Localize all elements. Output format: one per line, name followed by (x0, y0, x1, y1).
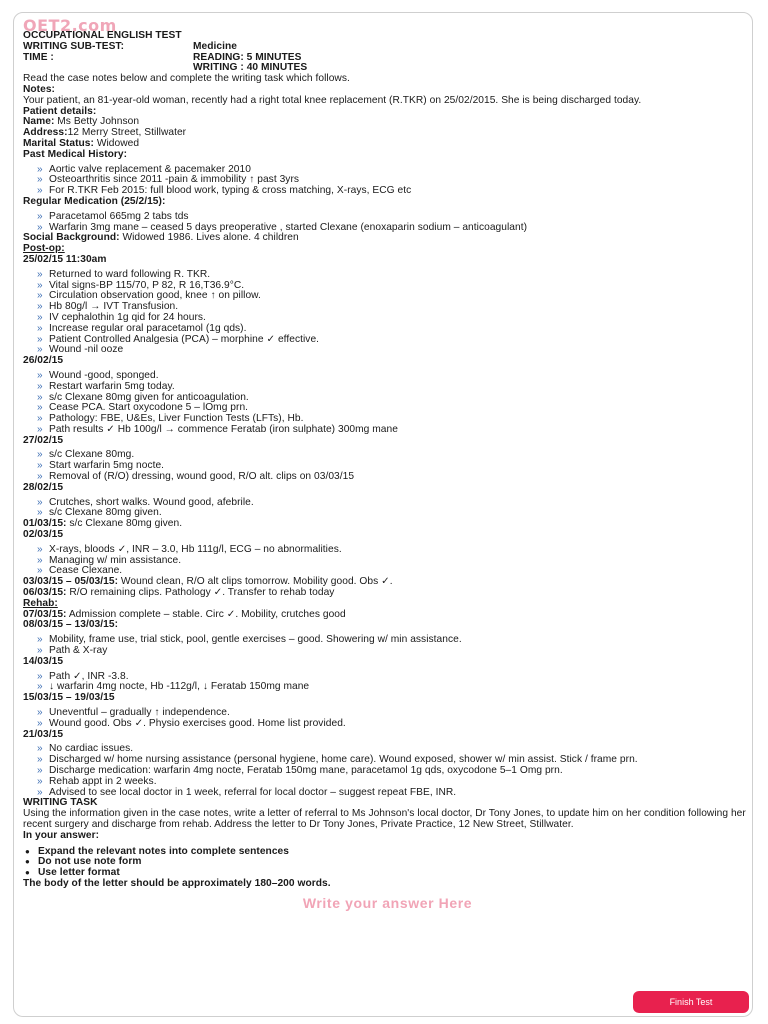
notes-heading: Notes: (23, 83, 55, 95)
intro-text: Read the case notes below and complete the writing task which follows. (23, 73, 350, 85)
list-item: » Hb 80g/l → IVT Transfusion. (37, 302, 752, 313)
subtest-value: Medicine (193, 40, 237, 52)
rehab4-list (23, 708, 752, 730)
list-item: » Path & X-ray (37, 646, 752, 657)
patient-details-heading: Patient details: (23, 105, 97, 117)
social-value: Widowed 1986. Lives alone. 4 children (119, 232, 299, 244)
meds-list (23, 212, 752, 234)
rehab2-list (23, 635, 752, 657)
test-page (13, 12, 753, 1017)
pmh-heading: Past Medical History: (23, 148, 128, 160)
day2-list (23, 371, 752, 436)
day4-list (23, 498, 752, 520)
day6-list (23, 545, 752, 577)
day8-value: R/O remaining clips. Pathology ✓. Transfer to rehab today (66, 587, 335, 599)
day1-heading: 25/02/15 11:30am (23, 253, 107, 265)
list-item: » Path results ✓ Hb 100g/l → commence Feratab (iron sulphate) 300mg mane (37, 425, 752, 436)
address-label: Address: (23, 127, 68, 139)
pmh-list (23, 165, 752, 197)
list-item: » Cease PCA. Start oxycodone 5 – lOmg prn. (37, 403, 752, 414)
name-value: Ms Betty Johnson (54, 116, 140, 128)
marital-label: Marital Status: (23, 137, 94, 149)
list-item: » Advised to see local doctor in 1 week, referral for local doctor – suggest repeat FBE, INR. (37, 788, 752, 799)
list-item: » Wound -good, sponged. (37, 371, 752, 382)
list-item: » Osteoarthritis since 2011 -pain & immobility ↑ past 3yrs (37, 175, 752, 186)
list-item: » No cardiac issues. (37, 744, 752, 755)
day7-value: Wound clean, R/O alt clips tomorrow. Mobility good. Obs ✓. (118, 576, 393, 588)
answer-list (23, 847, 752, 879)
list-item: » Pathology: FBE, U&Es, Liver Function Tests (LFTs), Hb. (37, 414, 752, 425)
list-item: » IV cephalothin 1g qid for 24 hours. (37, 313, 752, 324)
list-item: » Paracetamol 665mg 2 tabs tds (37, 212, 752, 223)
word-count-note: The body of the letter should be approximately 180–200 words. (23, 877, 331, 889)
task-heading: WRITING TASK (23, 797, 98, 809)
writing-time: WRITING : 40 MINUTES (193, 62, 308, 74)
list-item: ● Do not use note form (23, 857, 752, 868)
finish-test-button[interactable]: Finish Test (633, 991, 749, 1013)
list-item: » Cease Clexane. (37, 566, 752, 577)
list-item: » Start warfarin 5mg nocte. (37, 461, 752, 472)
list-item: » X-rays, bloods ✓, INR – 3.0, Hb 111g/l, ECG – no abnormalities. (37, 545, 752, 556)
rehab3-heading: 14/03/15 (23, 655, 64, 667)
social-label: Social Background: (23, 232, 120, 244)
rehab2-heading: 08/03/15 – 13/03/15: (23, 619, 119, 631)
day4-heading: 28/02/15 (23, 481, 64, 493)
case-notes-document (23, 31, 752, 890)
day2-heading: 26/02/15 (23, 355, 64, 367)
day3-list (23, 450, 752, 482)
list-item: » s/c Clexane 80mg given for anticoagulation. (37, 393, 752, 404)
list-item: » s/c Clexane 80mg given. (37, 508, 752, 519)
write-answer-prompt: Write your answer Here (302, 894, 473, 911)
list-item: » Aortic valve replacement & pacemaker 2010 (37, 165, 752, 176)
list-item: » Discharge medication: warfarin 4mg nocte, Feratab 150mg mane, paracetamol 1g qds, oxycodone 5–1 Omg prn. (37, 766, 752, 777)
rehab4-heading: 15/03/15 – 19/03/15 (23, 692, 115, 704)
day3-heading: 27/02/15 (23, 434, 64, 446)
postop-heading: Post-op: (23, 243, 65, 255)
list-item: » Discharged w/ home nursing assistance (personal hygiene, home care). Wound exposed, shower w/ min assist. Stick / frame prn. (37, 755, 752, 766)
list-item: » Managing w/ min assistance. (37, 556, 752, 567)
marital-value: Widowed (93, 137, 140, 149)
task-text: Using the information given in the case notes, write a letter of referral to Ms Johnson's local doctor, Dr Tony Jones, to update him on her condition following her recent surgery and discharge from rehab. Address the letter to Dr Tony Jones, Private Practice, 12 New Street, Stillwater. (23, 808, 746, 830)
rehab5-heading: 21/03/15 (23, 728, 64, 740)
list-item: » Rehab appt in 2 weeks. (37, 777, 752, 788)
meds-heading: Regular Medication (25/2/15): (23, 195, 166, 207)
list-item: » Wound -nil ooze (37, 345, 752, 356)
day6-heading: 02/03/15 (23, 529, 64, 541)
test-title: OCCUPATIONAL ENGLISH TEST (23, 30, 182, 41)
list-item: » Circulation observation good, knee ↑ on pillow. (37, 291, 752, 302)
list-item: » Returned to ward following R. TKR. (37, 270, 752, 281)
subtest-label: WRITING SUB-TEST: (23, 40, 125, 52)
list-item: » ↓ warfarin 4mg nocte, Hb -112g/l, ↓ Feratab 150mg mane (37, 682, 752, 693)
list-item: ● Use letter format (23, 868, 752, 879)
list-item: » Uneventful – gradually ↑ independence. (37, 708, 752, 719)
list-item: » For R.TKR Feb 2015: full blood work, typing & cross matching, X-rays, ECG etc (37, 186, 752, 197)
list-item: » Restart warfarin 5mg today. (37, 382, 752, 393)
list-item: » Wound good. Obs ✓. Physio exercises good. Home list provided. (37, 719, 752, 730)
day5-value: s/c Clexane 80mg given. (66, 518, 183, 530)
notes-text: Your patient, an 81-year-old woman, recently had a right total knee replacement (R.TKR) on 25/02/2015. She is being discharged today. (23, 94, 642, 106)
list-item: » Crutches, short walks. Wound good, afebrile. (37, 498, 752, 509)
name-label: Name: (23, 116, 55, 128)
list-item: » s/c Clexane 80mg. (37, 450, 752, 461)
logo: OET2.com (23, 16, 117, 35)
reading-time: READING: 5 MINUTES (193, 51, 302, 63)
rehab1-label: 07/03/15: (23, 608, 67, 620)
rehab5-list (23, 744, 752, 798)
day5-label: 01/03/15: (23, 518, 67, 530)
rehab3-list (23, 672, 752, 694)
list-item: ● Expand the relevant notes into complete sentences (23, 847, 752, 858)
address-value: 12 Merry Street, Stillwater (67, 127, 187, 139)
list-item: » Mobility, frame use, trial stick, pool, gentle exercises – good. Showering w/ min assistance. (37, 635, 752, 646)
day7-label: 03/03/15 – 05/03/15: (23, 576, 119, 588)
list-item: » Patient Controlled Analgesia (PCA) – morphine ✓ effective. (37, 335, 752, 346)
time-label: TIME : (23, 51, 54, 63)
day8-label: 06/03/15: (23, 587, 67, 599)
list-item: » Warfarin 3mg mane – ceased 5 days preoperative , started Clexane (enoxaparin sodium – anticoagulant) (37, 223, 752, 234)
answer-heading: In your answer: (23, 829, 100, 841)
list-item: » Vital signs-BP 115/70, P 82, R 16,T36.9°C. (37, 281, 752, 292)
day1-list (23, 270, 752, 356)
list-item: » Removal of (R/O) dressing, wound good, R/O alt. clips on 03/03/15 (37, 472, 752, 483)
list-item: » Increase regular oral paracetamol (1g qds). (37, 324, 752, 335)
list-item: » Path ✓, INR -3.8. (37, 672, 752, 683)
rehab-heading: Rehab: (23, 597, 58, 609)
rehab1-value: Admission complete – stable. Circ ✓. Mobility, crutches good (66, 608, 346, 620)
test-header (23, 31, 752, 74)
